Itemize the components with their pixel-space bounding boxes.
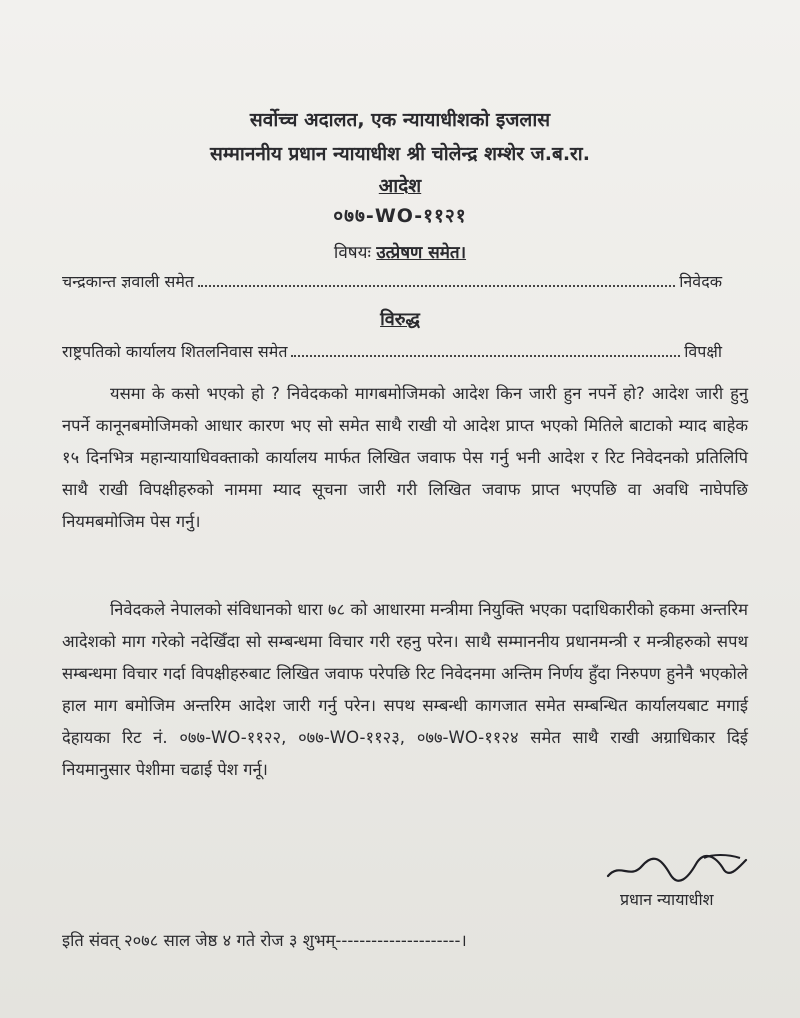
order-paragraph-1: यसमा के कसो भएको हो ? निवेदकको मागबमोजिमको आदेश किन जारी हुन नपर्ने हो? आदेश जारी हुनु नपर्ने कानूनबमोजिमको आधार कारण भए सो समेत साथै राखी यो आदेश प्राप्त भएको मितिले बाटाको म्याद बाहेक १५ दिनभित्र महान्यायाधिवक्ताको कार्यालय मार्फत लिखित जवाफ पेस गर्नु भनी आदेश र रिट निवेदनको प्रतिलिपि साथै राखी विपक्षीहरुको नाममा म्याद सूचना जारी गरी लिखित जवाफ प्राप्त भएपछि वा अवधि नाघेपछि नियमबमोजिम पेस गर्नु।	[62, 384, 748, 531]
judge-heading: सम्माननीय प्रधान न्यायाधीश श्री चोलेन्द्र शम्शेर ज.ब.रा.	[210, 143, 590, 165]
respondent-role: विपक्षी	[684, 342, 722, 361]
order-paragraph-2: निवेदकले नेपालको संविधानको धारा ७८ को आधारमा मन्त्रीमा नियुक्ति भएका पदाधिकारीको हकमा अन्तरिम आदेशको माग गरेको नदेखिँदा सो सम्बन्धमा विचार गरी रहनु परेन। साथै सम्माननीय प्रधानमन्त्री र मन्त्रीहरुको सपथ सम्बन्धमा विचार गर्दा विपक्षीहरुबाट लिखित जवाफ परेपछि रिट निवेदनमा अन्तिम निर्णय हुँदा निरुपण हुनेनै भएकोले हाल माग बमोजिम अन्तरिम आदेश जारी गर्नु परेन। सपथ सम्बन्धी कागजात समेत सम्बन्धित कार्यालयबाट मगाई देहायका रिट नं. ०७७-WO-११२२, ०७७-WO-११२३, ०७७-WO-११२४ समेत साथै राखी अग्राधिकार दिई नियमानुसार पेशीमा चढाई पेश गर्नू।	[62, 600, 748, 779]
dotted-leader	[291, 343, 680, 357]
signatory-title: प्रधान न्यायाधीश	[620, 890, 714, 909]
respondent-line	[62, 340, 722, 362]
document-type: आदेश	[378, 175, 422, 197]
closing-date-line: इति संवत् २०७८ साल जेष्ठ ४ गते रोज ३ शुभम्---------------------।	[62, 931, 467, 950]
subject-label: विषयः	[333, 243, 371, 263]
dotted-leader	[198, 273, 675, 287]
petitioner-role: निवेदक	[679, 272, 722, 291]
petitioner-name: चन्द्रकान्त ज्ञवाली समेत	[62, 272, 195, 291]
versus-heading: विरुद्ध	[380, 309, 420, 330]
subject-line	[0, 240, 800, 263]
petitioner-line	[62, 270, 722, 292]
handwritten-signature	[600, 848, 750, 888]
subject-value: उत्प्रेषण समेत।	[376, 243, 467, 263]
case-number: ०७७-WO-११२१	[333, 205, 467, 227]
respondent-name: राष्ट्रपतिको कार्यालय शितलनिवास समेत	[62, 342, 288, 361]
court-heading: सर्वोच्च अदालत, एक न्यायाधीशको इजलास	[249, 109, 551, 131]
